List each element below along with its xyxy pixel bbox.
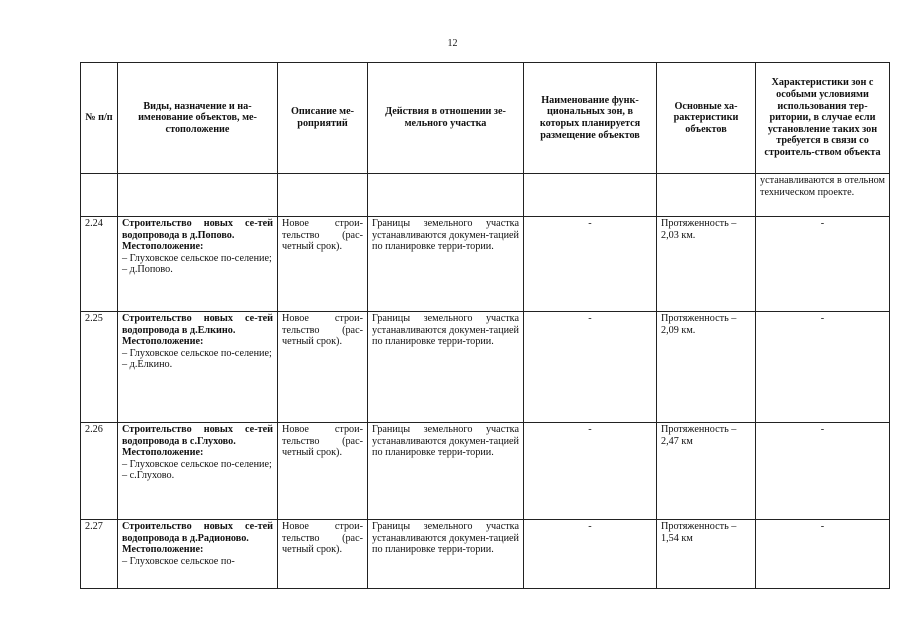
- header-cell: № п/п: [81, 63, 118, 174]
- zones-cell: -: [524, 423, 657, 520]
- location-item: – д.Попово.: [122, 264, 173, 276]
- object-title: Строительство новых се-тей водопровода в д.Радионово.: [122, 521, 273, 544]
- special-zones-cell: -: [756, 312, 890, 423]
- zones-cell: -: [524, 312, 657, 423]
- continuation-row: [81, 174, 890, 217]
- zones-cell: -: [524, 217, 657, 312]
- table-row: [81, 217, 890, 312]
- object-cell: [118, 423, 278, 520]
- description-cell: Новое строи-тельство (рас-четный срок).: [278, 423, 368, 520]
- location-label: Местоположение:: [122, 336, 204, 348]
- header-cell: Основные ха-рактеристики объектов: [657, 63, 756, 174]
- table-row: [81, 520, 890, 589]
- object-cell: [118, 217, 278, 312]
- description-cell: Новое строи-тельство (рас-четный срок).: [278, 520, 368, 589]
- location-item: – д.Елкино.: [122, 359, 173, 371]
- location-label: Местоположение:: [122, 544, 204, 556]
- characteristics-cell: Протяженность – 1,54 км: [657, 520, 756, 589]
- object-title: Строительство новых се-тей водопровода в с.Глухово.: [122, 424, 273, 447]
- characteristics-cell: Протяженность – 2,09 км.: [657, 312, 756, 423]
- special-zones-cell: -: [756, 423, 890, 520]
- special-zones-cell: -: [756, 520, 890, 589]
- continuation-text: устанавливаются в отельном техническом проекте.: [756, 174, 890, 217]
- header-cell: Наименование функ-циональных зон, в которых планируется размещение объектов: [524, 63, 657, 174]
- actions-cell: Границы земельного участка устанавливаются докумен-тацией по планировке терри-тории.: [368, 520, 524, 589]
- location-item: – Глуховское сельское по-селение;: [122, 347, 272, 359]
- special-zones-cell: -: [756, 217, 890, 312]
- table-row: [81, 312, 890, 423]
- actions-cell: Границы земельного участка устанавливаются докумен-тацией по планировке терри-тории.: [368, 312, 524, 423]
- table-header-row: [81, 63, 890, 174]
- actions-cell: Границы земельного участка устанавливаются докумен-тацией по планировке терри-тории.: [368, 423, 524, 520]
- header-cell: Виды, назначение и на-именование объектов, ме-стоположение: [118, 63, 278, 174]
- location-label: Местоположение:: [122, 241, 204, 253]
- header-cell: Характеристики зон с особыми условиями использования тер-ритории, в случае если установление таких зон требуется в связи со строитель-ством объекта: [756, 63, 890, 174]
- location-item: – Глуховское сельское по-селение;: [122, 458, 272, 470]
- object-cell: [118, 520, 278, 589]
- characteristics-cell: Протяженность – 2,47 км: [657, 423, 756, 520]
- page-number: 12: [447, 38, 458, 49]
- table-row: [81, 423, 890, 520]
- row-number: 2.27: [81, 520, 118, 589]
- description-cell: Новое строи-тельство (рас-четный срок).: [278, 312, 368, 423]
- object-title: Строительство новых се-тей водопровода в д.Елкино.: [122, 313, 273, 336]
- location-label: Местоположение:: [122, 447, 204, 459]
- characteristics-cell: Протяженность – 2,03 км.: [657, 217, 756, 312]
- location-item: – Глуховское сельское по-селение;: [122, 252, 272, 264]
- zones-cell: -: [524, 520, 657, 589]
- row-number: 2.26: [81, 423, 118, 520]
- header-cell: Действия в отношении зе-мельного участка: [368, 63, 524, 174]
- object-cell: [118, 312, 278, 423]
- description-cell: Новое строи-тельство (рас-четный срок).: [278, 217, 368, 312]
- row-number: 2.25: [81, 312, 118, 423]
- actions-cell: Границы земельного участка устанавливаются докумен-тацией по планировке терри-тории.: [368, 217, 524, 312]
- location-item: – с.Глухово.: [122, 470, 175, 482]
- object-title: Строительство новых се-тей водопровода в д.Попово.: [122, 218, 273, 241]
- objects-table: [80, 62, 890, 589]
- location-item: – Глуховское сельское по-: [122, 555, 235, 567]
- row-number: 2.24: [81, 217, 118, 312]
- header-cell: Описание ме-роприятий: [278, 63, 368, 174]
